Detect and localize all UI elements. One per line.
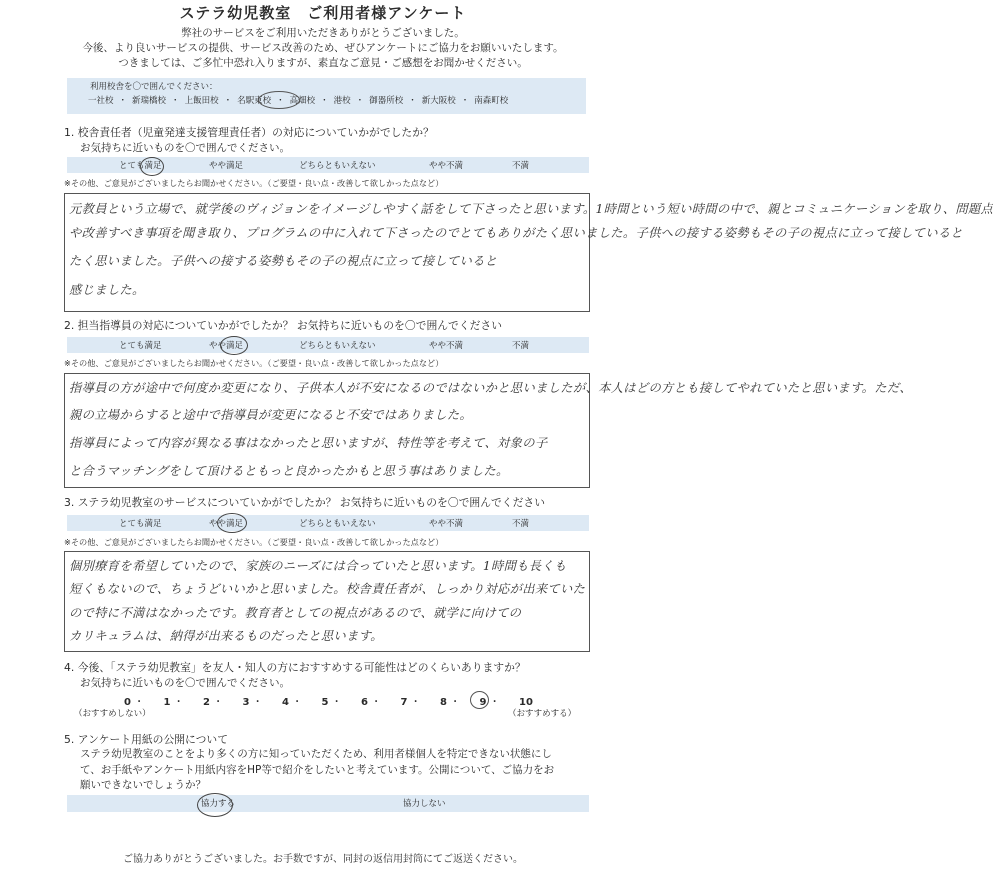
scale-point[interactable]: 6 ・ <box>361 697 382 708</box>
rating-option[interactable]: やや満足 <box>209 161 244 171</box>
scale-point[interactable]: 3 ・ <box>242 697 263 708</box>
q2-rating-band <box>67 337 589 353</box>
handwritten-line: 感じました。 <box>69 283 145 297</box>
rating-option[interactable]: やや満足 <box>209 519 244 529</box>
q5-body-3: 願いできないでしょうか？ <box>80 779 206 791</box>
branch-item[interactable]: 港校 <box>333 96 351 106</box>
page-title: ステラ幼児教室 ご利用者様アンケート <box>179 4 467 22</box>
branch-separator: ・ <box>460 96 470 106</box>
q1-answer-box[interactable] <box>64 193 993 312</box>
scale-point[interactable]: 4 ・ <box>282 697 303 708</box>
rating-option[interactable]: やや満足 <box>209 341 244 351</box>
rating-option[interactable]: 不満 <box>512 519 530 529</box>
selection-circle <box>470 691 489 709</box>
branch-item[interactable]: 上飯田校 <box>184 96 219 106</box>
branch-separator: ・ <box>320 96 329 106</box>
consent-option-decline[interactable]: 協力しない <box>403 799 446 809</box>
branch-item-selected[interactable]: 名駅東校 <box>237 96 272 106</box>
rating-option[interactable]: 不満 <box>512 161 530 171</box>
handwritten-line: 短くもないので、ちょうどいいかと思いました。校舎責任者が、しっかり対応が出来ていた <box>69 582 586 596</box>
nps-scale <box>124 693 559 708</box>
rating-option[interactable]: 不満 <box>512 341 530 351</box>
q1-instruction: お気持ちに近いものを〇で囲んでください。 <box>80 142 290 154</box>
q4-instruction: お気持ちに近いものを〇で囲んでください。 <box>80 677 290 689</box>
q5-option-band <box>67 795 589 812</box>
branch-separator: ・ <box>171 96 180 106</box>
scale-point[interactable]: 10 <box>519 697 533 708</box>
scale-point[interactable]: 8 ・ <box>440 697 461 708</box>
branch-separator: ・ <box>408 96 417 106</box>
handwritten-line: ので特に不満はなかったです。教育者としての視点があるので、就学に向けての <box>69 606 522 620</box>
q5-body-1: ステラ幼児教室のことをより多くの方に知っていただくため、利用者様個人を特定できない状態にし <box>80 748 552 760</box>
branch-separator: ・ <box>223 96 233 106</box>
branch-label: 利用校舎を〇で囲んでください： <box>90 82 218 92</box>
consent-option-agree[interactable]: 協力する <box>201 799 236 809</box>
branch-item[interactable]: 高畑校 <box>289 96 316 106</box>
q5-body-2: て、お手紙やアンケート用紙内容をHP等で紹介をしたいと考えています。公開について、ご協力をお <box>80 764 555 776</box>
q1-note: ※その他、ご意見がございましたらお聞かせください。（ご要望・良い点・改善して欲しかった点など） <box>64 178 444 188</box>
branch-item[interactable]: 一社校 <box>88 96 114 106</box>
branch-separator: ・ <box>118 96 128 106</box>
q3-answer-box[interactable] <box>64 551 590 652</box>
q4-title: 4. 今後、「ステラ幼児教室」を友人・知人の方におすすめする可能性はどのくらいありますか？ <box>64 661 526 674</box>
handwritten-line: カリキュラムは、納得が出来るものだったと思います。 <box>69 629 383 643</box>
q3-note: ※その他、ご意見がございましたらお聞かせください。（ご要望・良い点・改善して欲しかった点など） <box>64 537 444 547</box>
branch-item[interactable]: 新瑞橋校 <box>132 96 167 106</box>
scale-low-label: （おすすめしない） <box>74 709 151 719</box>
rating-option[interactable]: やや不満 <box>429 519 464 529</box>
selection-circle <box>197 793 236 817</box>
handwritten-line: と合うマッチングをして頂けるともっと良かったかもと思う事はありました。 <box>69 464 509 478</box>
selection-circle <box>220 336 248 355</box>
handwritten-line: 指導員の方が途中で何度か変更になり、子供本人が不安になるのではないかと思いましたが、本人はどの方とも接してやれていたと思います。ただ、 <box>69 381 913 395</box>
scale-point[interactable]: 5 ・ <box>321 697 342 708</box>
intro-line-3: つきましては、ご多忙中恐れ入りますが、素直なご意見・ご感想をお聞かせください。 <box>118 57 528 69</box>
scale-point[interactable]: 2 ・ <box>203 697 224 708</box>
scale-point[interactable]: 1 ・ <box>163 697 184 708</box>
branch-item[interactable]: 御器所校 <box>369 96 404 106</box>
handwritten-line: たく思いました。子供への接する姿勢もその子の視点に立って接していると <box>69 254 498 268</box>
rating-option[interactable]: とても満足 <box>119 519 162 529</box>
rating-option[interactable]: やや不満 <box>429 161 464 171</box>
branch-separator: ・ <box>276 96 285 106</box>
footer-note: ご協力ありがとうございました。お手数ですが、同封の返信用封筒にてご返送ください。 <box>123 854 523 865</box>
intro-line-1: 弊社のサービスをご利用いただきありがとうございました。 <box>181 27 465 39</box>
q3-rating-band <box>67 515 589 531</box>
rating-option[interactable]: とても満足 <box>119 161 162 171</box>
q2-answer-box[interactable] <box>64 373 913 488</box>
branch-list <box>88 94 578 106</box>
q3-title: 3. ステラ幼児教室のサービスについていかがでしたか？ お気持ちに近いものを〇で囲んでください <box>64 496 545 509</box>
branch-item[interactable]: 南森町校 <box>474 96 509 106</box>
intro-line-2: 今後、より良いサービスの提供、サービス改善のため、ぜひアンケートにご協力をお願いいたします。 <box>82 42 564 54</box>
q2-note: ※その他、ご意見がございましたらお聞かせください。（ご要望・良い点・改善して欲しかった点など） <box>64 358 444 368</box>
rating-option[interactable]: どちらともいえない <box>299 161 376 171</box>
handwritten-line: 元教員という立場で、就学後のヴィジョンをイメージしやすく話をして下さったと思います。1時間という短い時間の中で、親とコミュニケーションを取り、問題点 <box>69 202 993 216</box>
scale-point[interactable]: 0 ・ <box>124 697 145 708</box>
handwritten-line: 親の立場からすると途中で指導員が変更になると不安ではありました。 <box>69 408 473 422</box>
rating-option[interactable]: どちらともいえない <box>299 341 376 351</box>
handwritten-line: 個別療育を希望していたので、家族のニーズには合っていたと思います。1時間も長くも <box>69 559 567 573</box>
q5-title: 5. アンケート用紙の公開について <box>64 733 229 746</box>
rating-option[interactable]: とても満足 <box>119 341 162 351</box>
scale-high-label: （おすすめする） <box>508 709 577 719</box>
branch-item[interactable]: 新大阪校 <box>421 96 456 106</box>
q1-title: 1. 校舎責任者（児童発達支援管理責任者）の対応についていかがでしたか？ <box>64 126 434 139</box>
selection-circle <box>217 513 247 533</box>
branch-separator: ・ <box>355 96 365 106</box>
scale-point[interactable]: 7 ・ <box>400 697 421 708</box>
selection-circle <box>140 157 164 176</box>
selection-circle <box>258 91 300 109</box>
scale-point-selected[interactable]: 9 ・ <box>479 697 500 708</box>
rating-option[interactable]: やや不満 <box>429 341 464 351</box>
handwritten-line: 指導員によって内容が異なる事はなかったと思いますが、特性等を考えて、対象の子 <box>69 436 548 450</box>
q2-title: 2. 担当指導員の対応についていかがでしたか？ お気持ちに近いものを〇で囲んでください <box>64 319 503 332</box>
rating-option[interactable]: どちらともいえない <box>299 519 376 529</box>
handwritten-line: や改善すべき事項を聞き取り、プログラムの中に入れて下さったのでとてもありがたく思いました。子供への接する姿勢もその子の視点に立って接していると <box>69 226 964 240</box>
